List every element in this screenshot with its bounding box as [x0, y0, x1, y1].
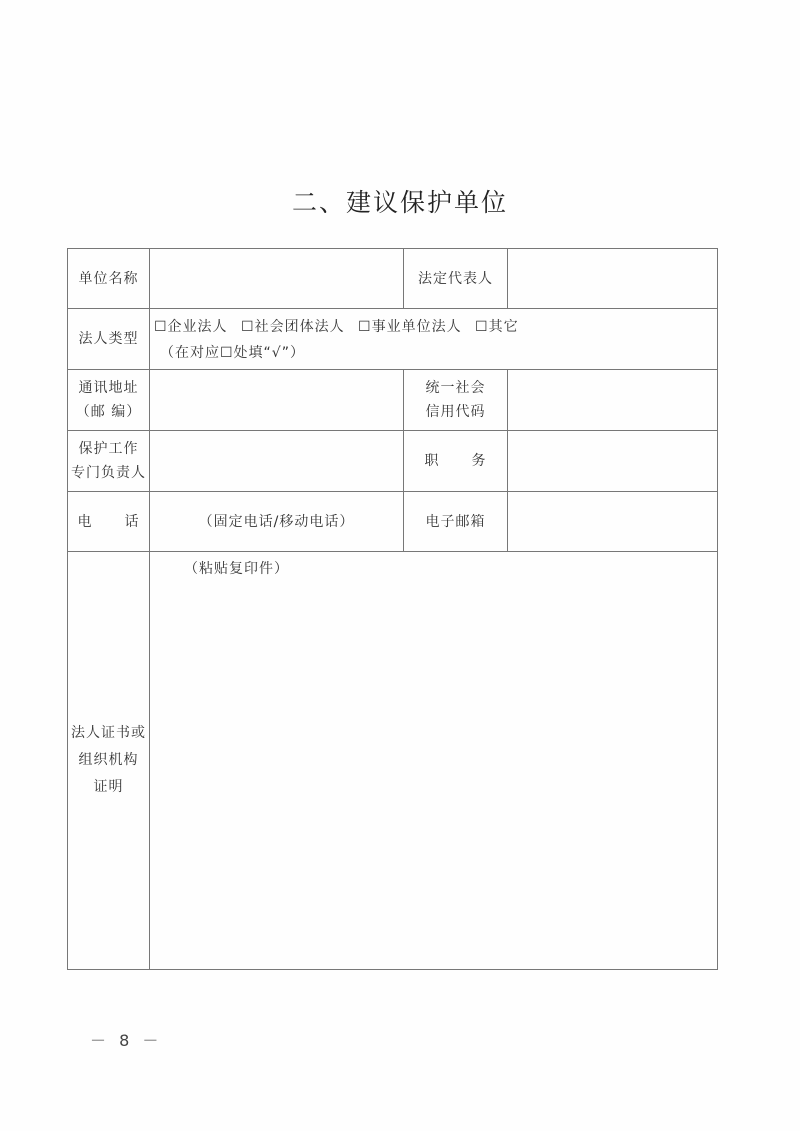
legal-type-field — [149, 308, 717, 369]
certificate-paste-area[interactable] — [149, 551, 717, 969]
table-border-right — [717, 248, 718, 970]
unit-name-field[interactable] — [149, 248, 403, 308]
contact-person-field[interactable] — [149, 430, 403, 491]
page-title: 二、建议保护单位 — [291, 188, 508, 217]
phone-hint: （固定电话/移动电话） — [198, 513, 355, 530]
option-other[interactable]: ☐其它 — [475, 319, 519, 335]
credit-code-label: 统一社会 信用代码 — [403, 369, 507, 430]
legal-type-options — [154, 316, 519, 336]
address-label: 通讯地址 （邮 编） — [67, 369, 149, 430]
phone-field[interactable] — [149, 491, 403, 551]
legal-type-label: 法人类型 — [67, 308, 149, 369]
email-field[interactable] — [507, 491, 717, 551]
credit-code-field[interactable] — [507, 369, 717, 430]
email-label: 电子邮箱 — [403, 491, 507, 551]
legal-type-note: （在对应☐处填“√”） — [160, 345, 305, 361]
protection-unit-form — [67, 248, 717, 969]
table-border-bottom — [67, 969, 718, 970]
option-public-institution[interactable]: ☐事业单位法人 — [358, 319, 462, 335]
option-enterprise[interactable]: ☐企业法人 — [154, 319, 228, 335]
address-field[interactable] — [149, 369, 403, 430]
position-label: 职 务 — [403, 430, 507, 491]
page-number: － 8 － — [90, 1031, 163, 1050]
legal-rep-label: 法定代表人 — [403, 248, 507, 308]
legal-rep-field[interactable] — [507, 248, 717, 308]
unit-name-label: 单位名称 — [67, 248, 149, 308]
phone-label: 电 话 — [67, 491, 149, 551]
position-field[interactable] — [507, 430, 717, 491]
certificate-label: 法人证书或 组织机构 证明 — [67, 551, 149, 969]
certificate-hint: （粘贴复印件） — [184, 561, 289, 577]
option-social-group[interactable]: ☐社会团体法人 — [241, 319, 345, 335]
contact-person-label: 保护工作 专门负责人 — [67, 430, 149, 491]
